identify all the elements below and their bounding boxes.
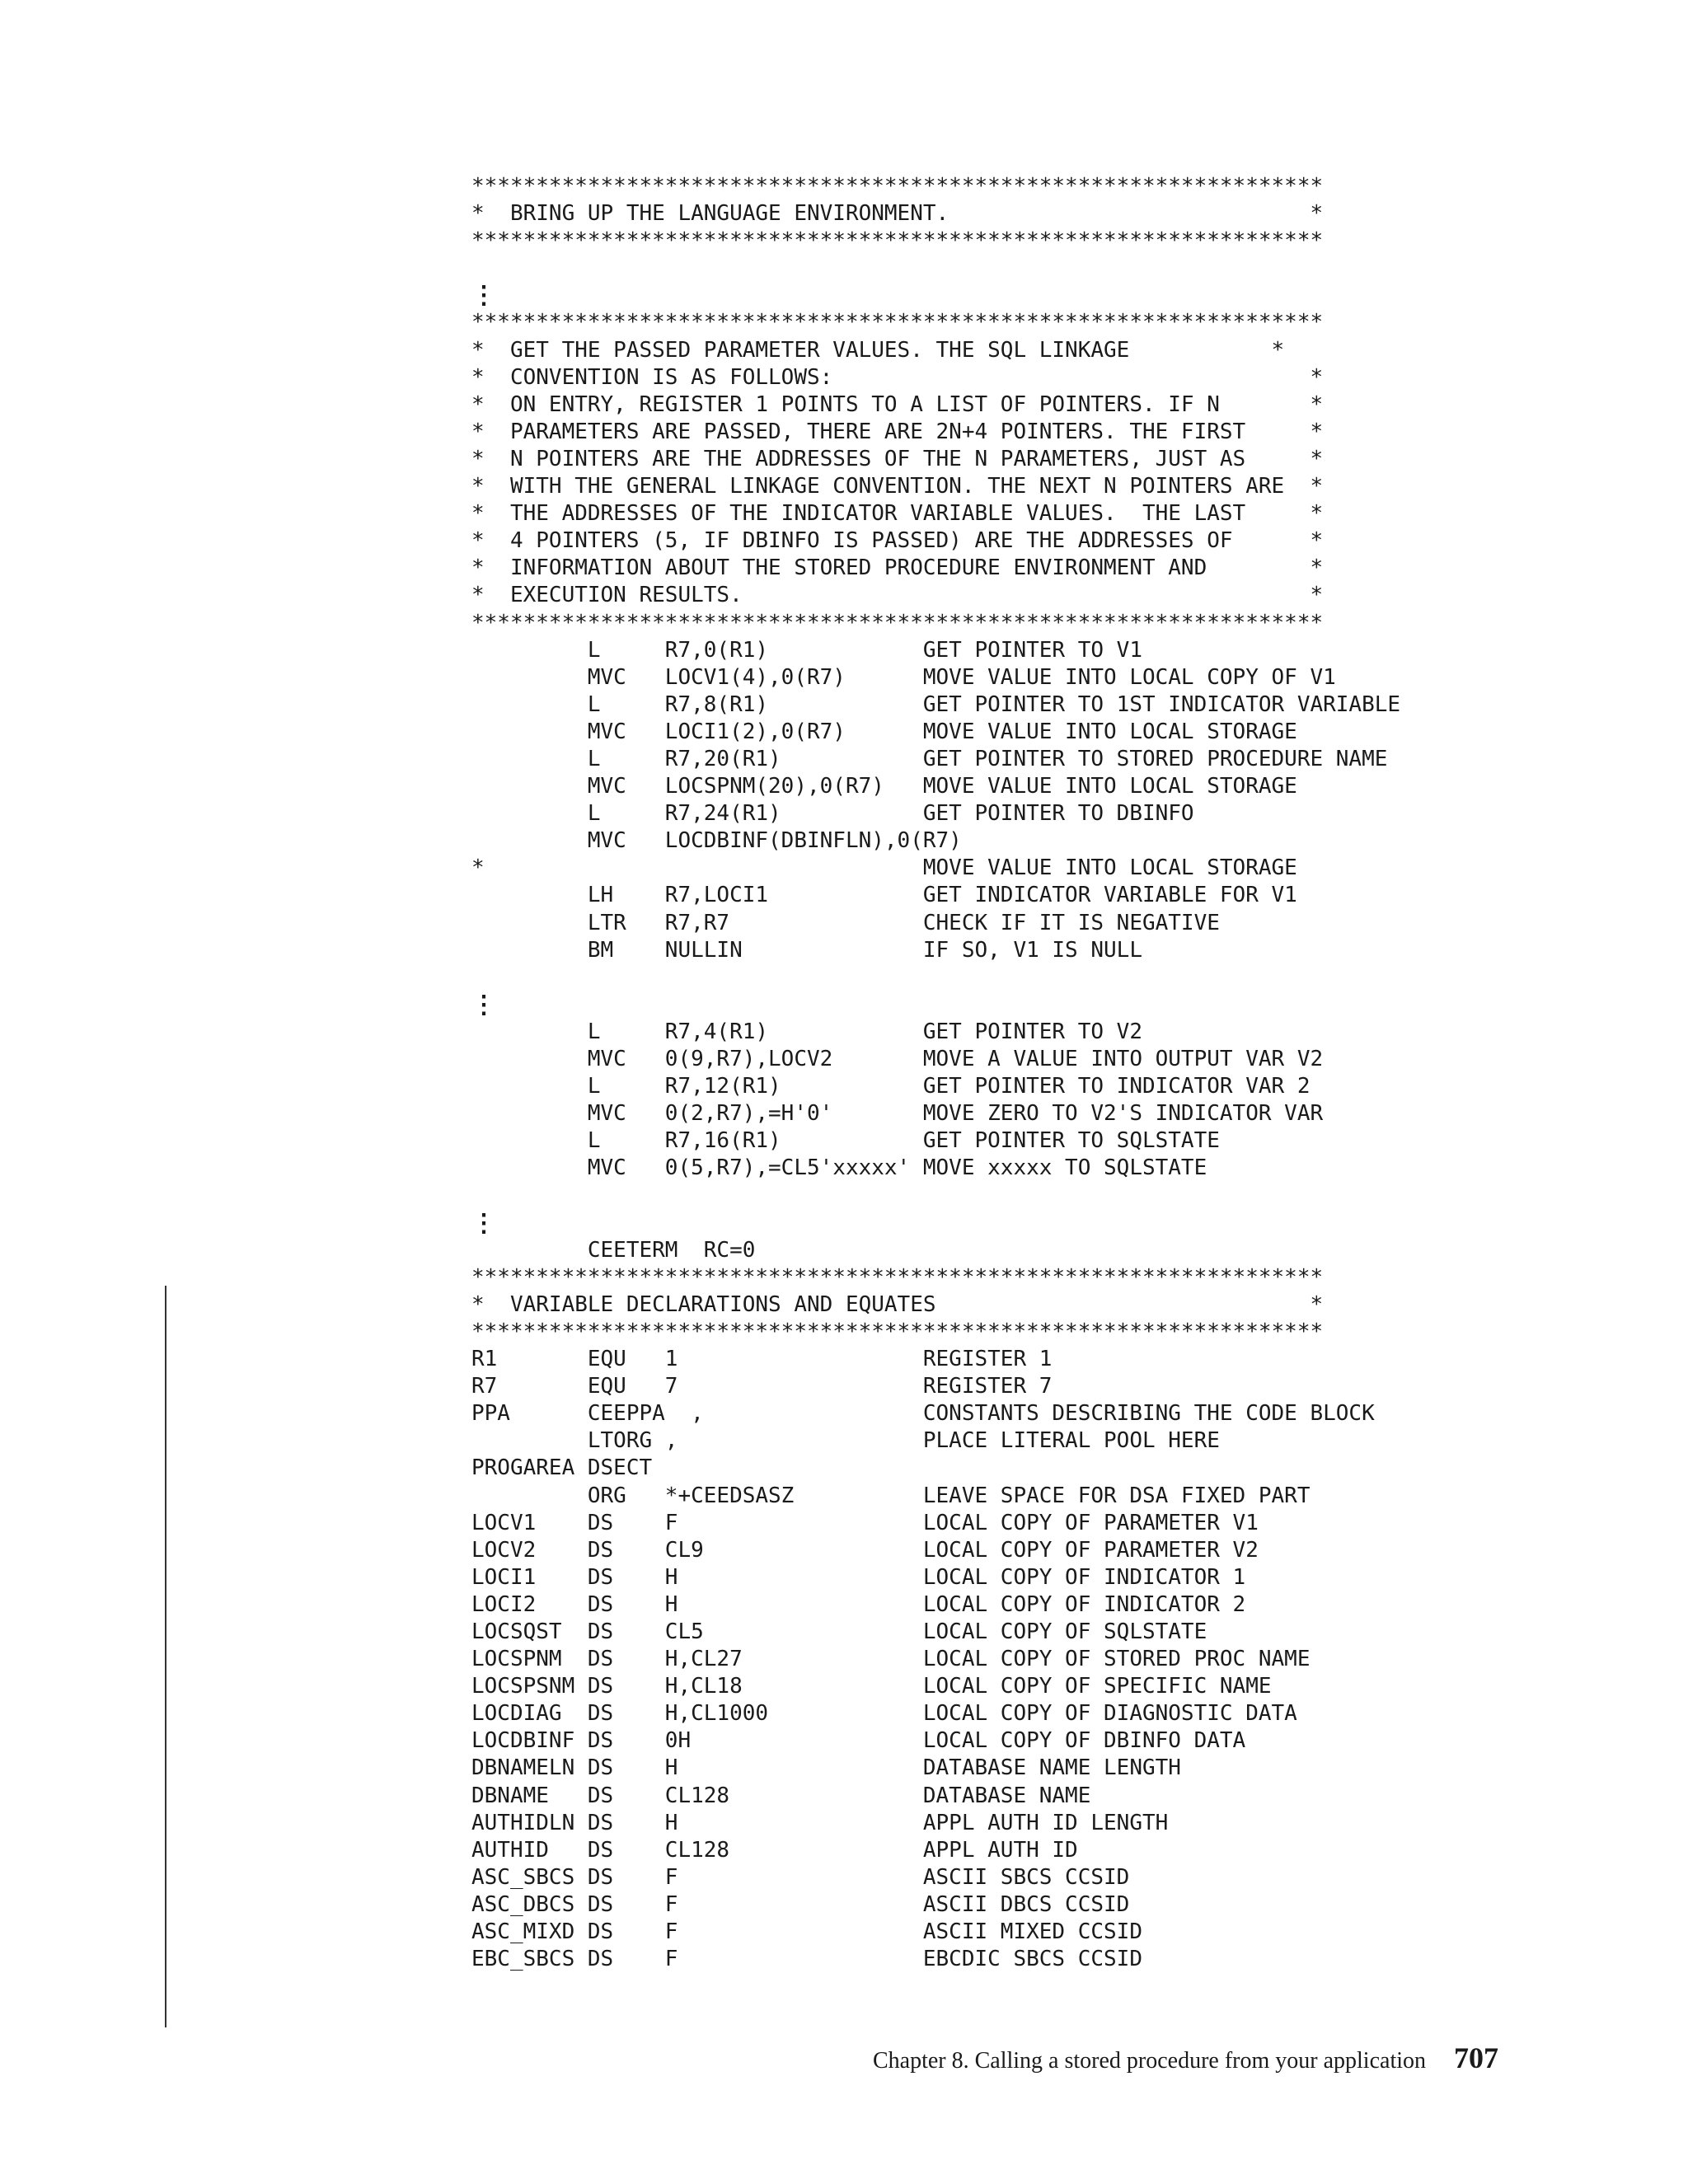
code-line: * 4 POINTERS (5, IF DBINFO IS PASSED) ARE THE ADDRESSES OF * — [471, 528, 1324, 554]
code-line: ASC_SBCS DS F ASCII SBCS CCSID — [471, 1864, 1130, 1890]
ellipsis-marker: ⋮ — [471, 281, 496, 311]
code-line: * ON ENTRY, REGISTER 1 POINTS TO A LIST OF POINTERS. IF N * — [471, 391, 1324, 417]
code-line: PROGAREA DSECT — [471, 1455, 653, 1481]
code-line: LTR R7,R7 CHECK IF IT IS NEGATIVE — [471, 910, 1220, 935]
code-line: * PARAMETERS ARE PASSED, THERE ARE 2N+4 POINTERS. THE FIRST * — [471, 419, 1324, 444]
code-line: * VARIABLE DECLARATIONS AND EQUATES * — [471, 1291, 1324, 1317]
code-line: PPA CEEPPA , CONSTANTS DESCRIBING THE CODE BLOCK — [471, 1401, 1375, 1427]
code-line: * CONVENTION IS AS FOLLOWS: * — [471, 364, 1324, 390]
code-line: MVC 0(2,R7),=H'0' MOVE ZERO TO V2'S INDICATOR VAR — [471, 1101, 1324, 1127]
code-line — [471, 964, 1658, 991]
code-line: ****************************************************************** — [471, 1319, 1324, 1344]
code-line: BM NULLIN IF SO, V1 IS NULL — [471, 937, 1142, 963]
code-line: MVC LOCDBINF(DBINFLN),0(R7) — [471, 828, 962, 854]
code-line: MVC LOCI1(2),0(R7) MOVE VALUE INTO LOCAL STORAGE — [471, 719, 1297, 744]
code-line: ASC_DBCS DS F ASCII DBCS CCSID — [471, 1891, 1130, 1917]
code-line: LOCV2 DS CL9 LOCAL COPY OF PARAMETER V2 — [471, 1537, 1259, 1563]
revision-change-bar — [165, 1286, 166, 2027]
footer-chapter-title: Chapter 8. Calling a stored procedure from your application — [872, 2048, 1426, 2074]
code-line: MVC LOCSPNM(20),0(R7) MOVE VALUE INTO LOCAL STORAGE — [471, 774, 1297, 799]
page-number: 707 — [1454, 2041, 1498, 2074]
code-line: LOCDBINF DS 0H LOCAL COPY OF DBINFO DATA — [471, 1728, 1246, 1754]
code-line: LTORG , PLACE LITERAL POOL HERE — [471, 1428, 1220, 1454]
code-line: CEETERM RC=0 — [471, 1237, 756, 1263]
ellipsis-marker: ⋮ — [471, 1208, 496, 1238]
code-line: LH R7,LOCI1 GET INDICATOR VARIABLE FOR V1 — [471, 883, 1297, 908]
code-line: ORG *+CEEDSASZ LEAVE SPACE FOR DSA FIXED PART — [471, 1483, 1311, 1508]
code-line: MVC LOCV1(4),0(R7) MOVE VALUE INTO LOCAL COPY OF V1 — [471, 664, 1336, 690]
code-line: LOCDIAG DS H,CL1000 LOCAL COPY OF DIAGNOSTIC DATA — [471, 1701, 1297, 1727]
code-line: LOCSPSNM DS H,CL18 LOCAL COPY OF SPECIFIC NAME — [471, 1674, 1272, 1699]
code-line: ****************************************************************** — [471, 310, 1324, 335]
code-line: ****************************************************************** — [471, 228, 1324, 254]
code-line: * MOVE VALUE INTO LOCAL STORAGE — [471, 855, 1297, 881]
code-line — [471, 255, 1658, 282]
code-line: DBNAMELN DS H DATABASE NAME LENGTH — [471, 1755, 1181, 1781]
code-line: * EXECUTION RESULTS. * — [471, 583, 1324, 608]
code-line: ****************************************************************** — [471, 1264, 1324, 1290]
code-line: DBNAME DS CL128 DATABASE NAME — [471, 1783, 1091, 1808]
code-line: L R7,0(R1) GET POINTER TO V1 — [471, 637, 1142, 663]
code-listing — [471, 173, 1658, 1973]
code-line: LOCSPNM DS H,CL27 LOCAL COPY OF STORED PROC NAME — [471, 1647, 1311, 1672]
code-line: MVC 0(5,R7),=CL5'xxxxx' MOVE xxxxx TO SQLSTATE — [471, 1155, 1207, 1181]
code-line: EBC_SBCS DS F EBCDIC SBCS CCSID — [471, 1947, 1142, 1972]
code-line: * N POINTERS ARE THE ADDRESSES OF THE N PARAMETERS, JUST AS * — [471, 446, 1324, 471]
code-line: L R7,24(R1) GET POINTER TO DBINFO — [471, 801, 1194, 827]
code-line: MVC 0(9,R7),LOCV2 MOVE A VALUE INTO OUTPUT VAR V2 — [471, 1047, 1324, 1071]
code-line: R7 EQU 7 REGISTER 7 — [471, 1374, 1053, 1399]
code-line: * GET THE PASSED PARAMETER VALUES. THE SQL LINKAGE * — [471, 337, 1285, 363]
code-line: * WITH THE GENERAL LINKAGE CONVENTION. THE NEXT N POINTERS ARE * — [471, 474, 1324, 499]
code-line: LOCSQST DS CL5 LOCAL COPY OF SQLSTATE — [471, 1619, 1207, 1644]
code-line: L R7,8(R1) GET POINTER TO 1ST INDICATOR VARIABLE — [471, 691, 1401, 717]
code-line: LOCI1 DS H LOCAL COPY OF INDICATOR 1 — [471, 1564, 1246, 1590]
code-line: L R7,12(R1) GET POINTER TO INDICATOR VAR 2 — [471, 1074, 1311, 1099]
code-line: ****************************************************************** — [471, 610, 1324, 635]
code-line: LOCV1 DS F LOCAL COPY OF PARAMETER V1 — [471, 1510, 1259, 1535]
code-line: L R7,20(R1) GET POINTER TO STORED PROCEDURE NAME — [471, 746, 1388, 771]
ellipsis-marker: ⋮ — [471, 990, 496, 1019]
code-line: L R7,16(R1) GET POINTER TO SQLSTATE — [471, 1128, 1220, 1154]
code-line: ASC_MIXD DS F ASCII MIXED CCSID — [471, 1919, 1142, 1944]
code-line — [471, 1182, 1658, 1209]
page-footer — [873, 2041, 1498, 2075]
code-line: * BRING UP THE LANGUAGE ENVIRONMENT. * — [471, 201, 1324, 227]
code-line: R1 EQU 1 REGISTER 1 — [471, 1347, 1053, 1372]
code-line: * INFORMATION ABOUT THE STORED PROCEDURE ENVIRONMENT AND * — [471, 555, 1324, 581]
code-line: AUTHIDLN DS H APPL AUTH ID LENGTH — [471, 1810, 1169, 1835]
code-line: LOCI2 DS H LOCAL COPY OF INDICATOR 2 — [471, 1591, 1246, 1617]
code-line: L R7,4(R1) GET POINTER TO V2 — [471, 1019, 1142, 1044]
code-line: ****************************************************************** — [471, 174, 1324, 199]
code-line: AUTHID DS CL128 APPL AUTH ID — [471, 1837, 1078, 1863]
code-line: * THE ADDRESSES OF THE INDICATOR VARIABLE VALUES. THE LAST * — [471, 501, 1324, 527]
